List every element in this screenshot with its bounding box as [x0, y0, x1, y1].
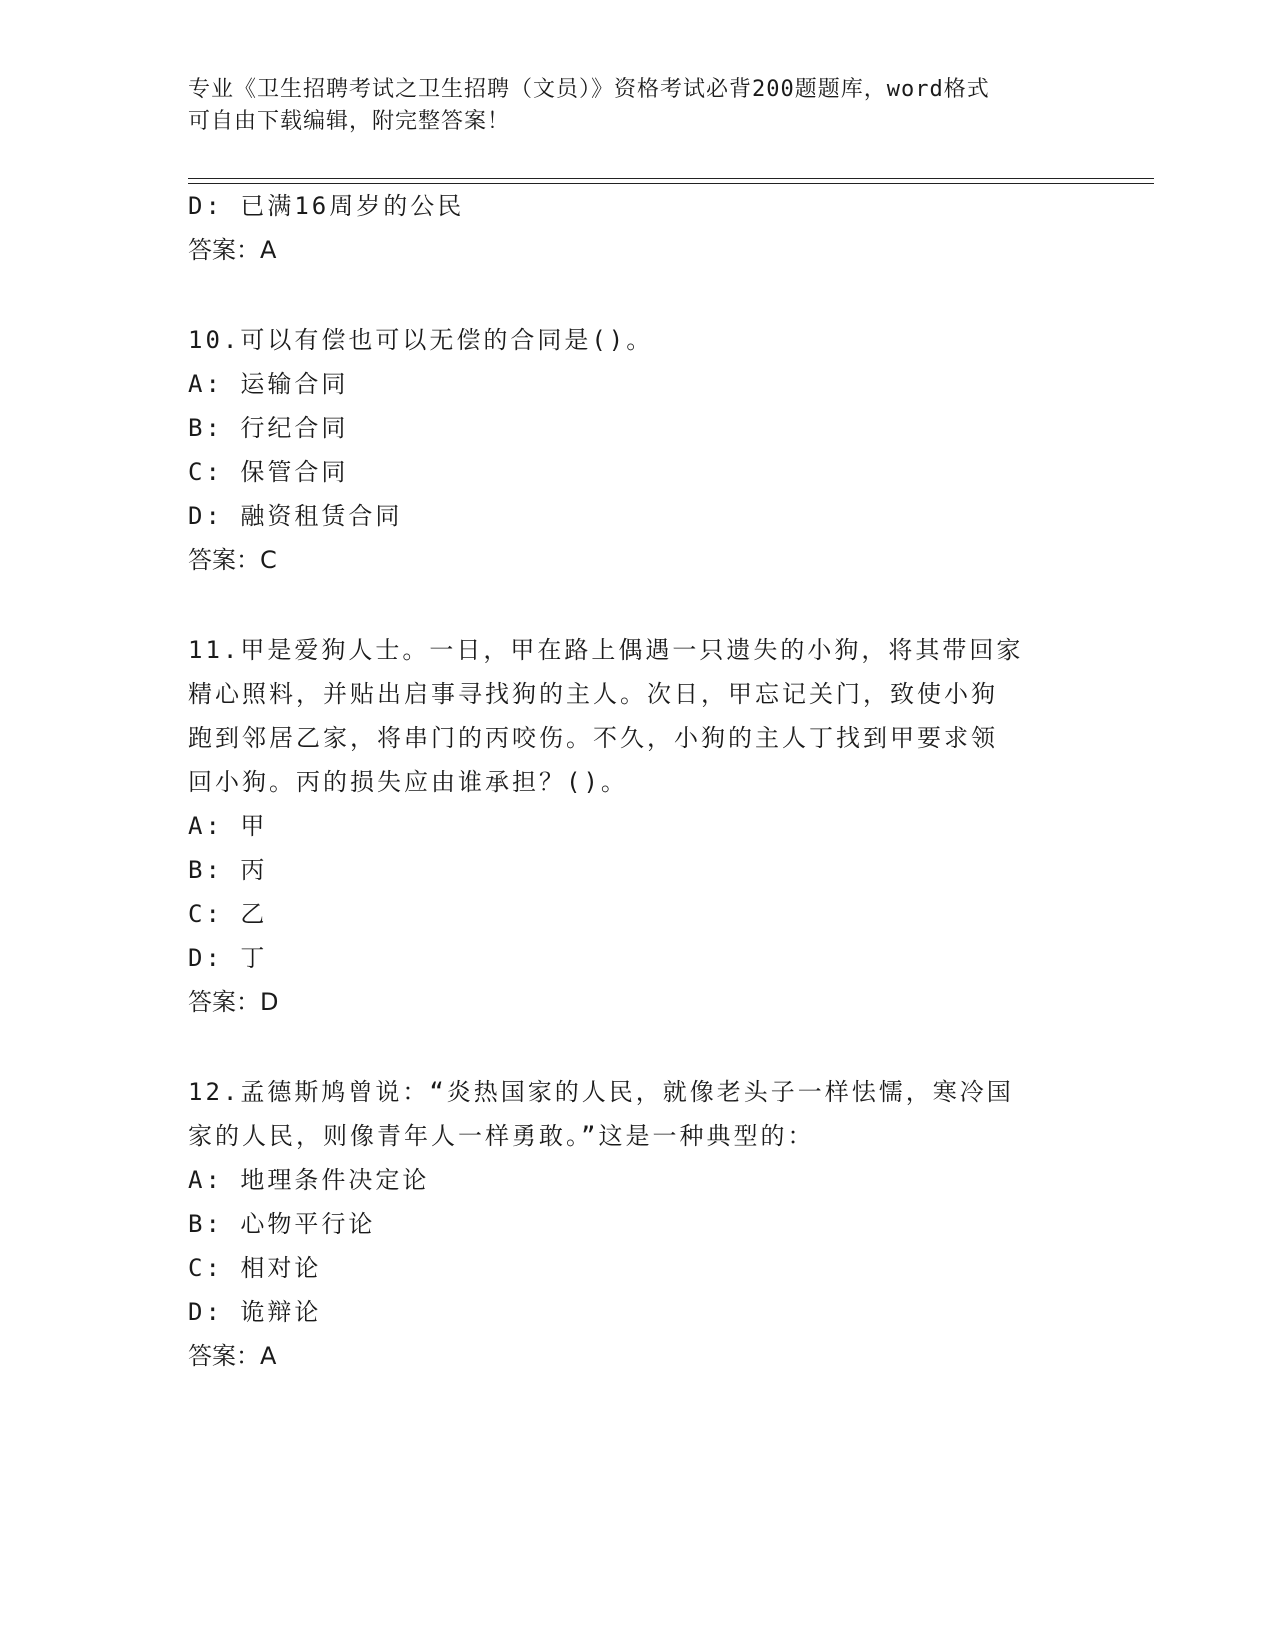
question-10-option-a: A: 运输合同 [188, 370, 349, 398]
question-11-option-d: D: 丁 [188, 944, 268, 972]
question-11-option-c: C: 乙 [188, 900, 268, 928]
prev-option-d: D: 已满16周岁的公民 [188, 192, 465, 220]
question-12-stem-line-1: 12.孟德斯鸠曾说：“炎热国家的人民，就像老头子一样怯懦，寒冷国 [188, 1078, 1014, 1106]
question-10-answer: 答案：C [188, 546, 277, 574]
question-10-stem: 10.可以有偿也可以无偿的合同是()。 [188, 326, 654, 354]
question-12-option-b: B: 心物平行论 [188, 1210, 376, 1238]
question-10-option-b: B: 行纪合同 [188, 414, 349, 442]
question-11-option-b: B: 丙 [188, 856, 268, 884]
header-divider-bottom [188, 183, 1154, 184]
prev-answer: 答案：A [188, 236, 277, 264]
question-11-option-a: A: 甲 [188, 812, 268, 840]
header-line-1: 专业《卫生招聘考试之卫生招聘（文员）》资格考试必背200题题库，word格式 [188, 77, 990, 102]
question-11-stem-line-3: 跑到邻居乙家，将串门的丙咬伤。不久，小狗的主人丁找到甲要求领 [188, 724, 998, 752]
header-line-2: 可自由下载编辑，附完整答案！ [188, 109, 511, 134]
question-10-option-d: D: 融资租赁合同 [188, 502, 403, 530]
question-12-option-a: A: 地理条件决定论 [188, 1166, 430, 1194]
question-11-stem-line-2: 精心照料，并贴出启事寻找狗的主人。次日，甲忘记关门，致使小狗 [188, 680, 998, 708]
question-10-option-c: C: 保管合同 [188, 458, 349, 486]
question-12-option-c: C: 相对论 [188, 1254, 322, 1282]
header-divider-top [188, 178, 1154, 179]
document-header [188, 74, 1068, 138]
question-12-answer: 答案：A [188, 1342, 277, 1370]
question-12-stem-line-2: 家的人民，则像青年人一样勇敢。”这是一种典型的： [188, 1122, 815, 1150]
question-11-stem-line-4: 回小狗。丙的损失应由谁承担？()。 [188, 768, 628, 796]
question-12-option-d: D: 诡辩论 [188, 1298, 322, 1326]
question-11-answer: 答案：D [188, 988, 279, 1016]
question-11-stem-line-1: 11.甲是爱狗人士。一日，甲在路上偶遇一只遗失的小狗，将其带回家 [188, 636, 1024, 664]
